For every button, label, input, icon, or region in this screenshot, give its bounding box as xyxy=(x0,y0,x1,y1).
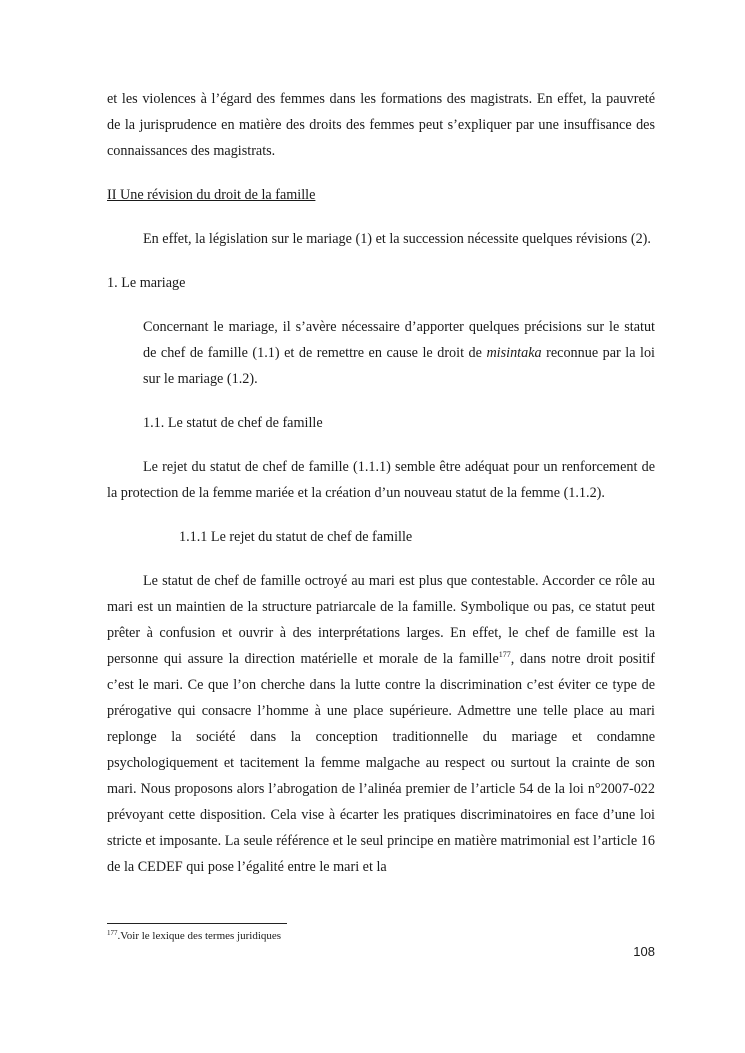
document-body xyxy=(107,86,655,880)
paragraph-revision: En effet, la législation sur le mariage (1) et la succession nécessite quelques révisions (2). xyxy=(143,231,651,247)
paragraph-mariage xyxy=(107,314,655,392)
section-heading: II Une révision du droit de la famille xyxy=(107,187,316,203)
footnote-reference[interactable]: 177 xyxy=(498,650,511,659)
subsection-heading-mariage: 1. Le mariage xyxy=(107,275,186,291)
footnote-number: 177 xyxy=(107,929,118,937)
paragraph-mariage-part2: reconnue par la loi sur le mariage (1.2). xyxy=(143,345,655,387)
footnote-text: .Voir le lexique des termes juridiques xyxy=(117,930,282,942)
paragraph-intro: et les violences à l’égard des femmes dans les formations des magistrats. En effet, la pauvreté de la jurisprudence en matière des droits des femmes peut s’expliquer par une insuffisance des connaissances des magistrats. xyxy=(107,91,655,159)
subsection-heading-statut: 1.1. Le statut de chef de famille xyxy=(143,415,323,431)
subsection-heading-rejet: 1.1.1 Le rejet du statut de chef de famille xyxy=(179,529,413,545)
paragraph-main-part1: Le statut de chef de famille octroyé au mari est plus que contestable. Accorder ce rôle au mari est un maintien de la structure patriarcale de la famille. Symbolique ou pas, ce statut peut prêter à confusion et ouvrir à des interprétations larges. En effet, le chef de famille est la personne qui assure la direction matérielle et morale de la famille xyxy=(107,573,655,667)
paragraph-mariage-part1: Concernant le mariage, il s’avère nécessaire d’apporter quelques précisions sur le statut de chef de famille (1.1) et de remettre en cause le droit de xyxy=(143,319,655,361)
paragraph-rejet: Le rejet du statut de chef de famille (1.1.1) semble être adéquat pour un renforcement de la protection de la femme mariée et la création d’un nouveau statut de la femme (1.1.2). xyxy=(107,459,655,501)
paragraph-main-part2: , dans notre droit positif c’est le mari. Ce que l’on cherche dans la lutte contre la discrimination c’est éviter ce type de prérogative qui consacre l’homme à une place supérieure. Admettre une telle place au mari replonge la société dans la conception traditionnelle du mariage et condamne psychologiquement et tacitement la femme malgache au respect ou surtout la crainte de son mari. Nous proposons alors l’abrogation de l’alinéa premier de l’article 54 de la loi n°2007-022 prévoyant cette disposition. Cela vise à écarter les pratiques discriminatoires en face d’une loi stricte et imposante. La seule référence et le seul principe en matière matrimonial est l’article 16 de la CEDEF qui pose l’égalité entre le mari et la xyxy=(107,651,655,875)
term-misintaka: misintaka xyxy=(486,345,542,361)
footnote xyxy=(107,929,281,943)
page-number: 108 xyxy=(633,944,655,959)
footnote-divider xyxy=(107,923,287,924)
paragraph-main xyxy=(107,568,655,880)
